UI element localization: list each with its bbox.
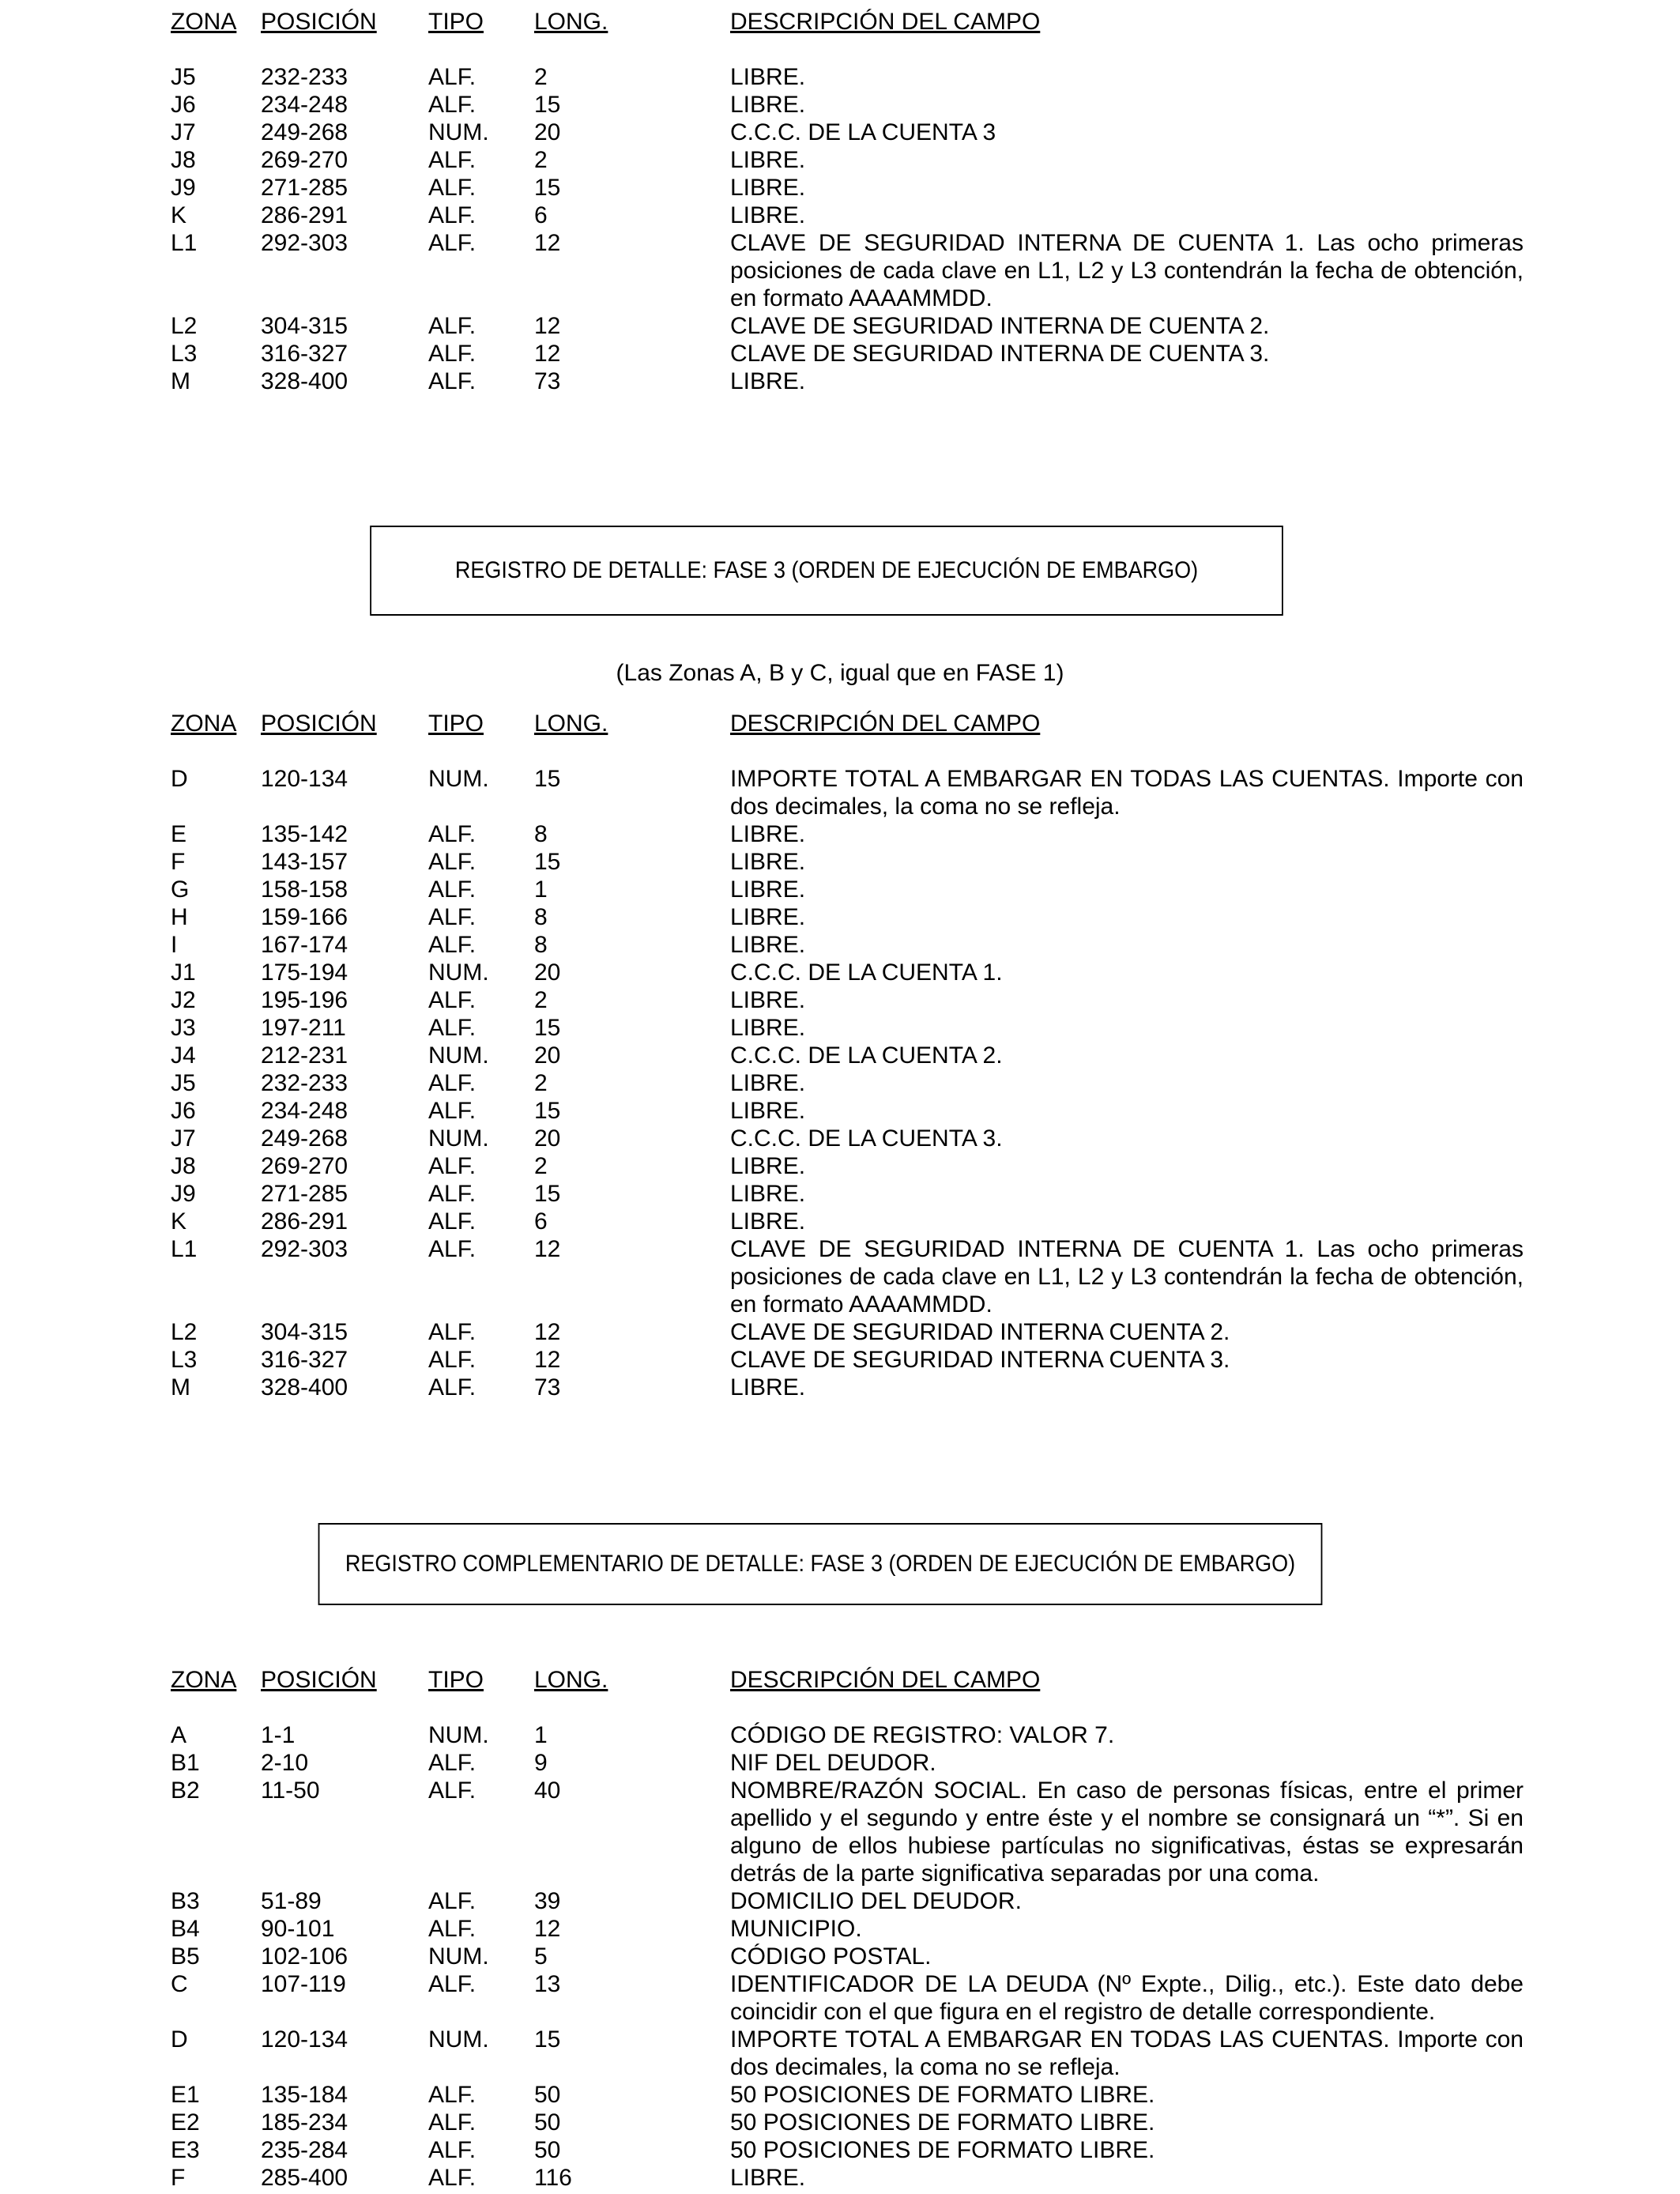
zona-cell: H xyxy=(171,904,188,930)
zona-cell: B4 xyxy=(171,1916,200,1942)
zona-cell: C xyxy=(171,1971,188,1997)
posicion-cell: 286-291 xyxy=(261,202,348,228)
long-cell: 2 xyxy=(534,64,548,90)
zona-cell: D xyxy=(171,2026,188,2053)
zona-cell: J4 xyxy=(171,1042,196,1069)
descripcion-cell: CLAVE DE SEGURIDAD INTERNA DE CUENTA 3. xyxy=(730,341,1270,367)
posicion-cell: 158-158 xyxy=(261,876,348,903)
tipo-cell: ALF. xyxy=(428,147,477,173)
descripcion-cell: C.C.C. DE LA CUENTA 2. xyxy=(730,1042,1003,1069)
field-table-detail xyxy=(171,710,1524,1401)
zona-cell: J7 xyxy=(171,1125,196,1152)
zona-cell: J9 xyxy=(171,175,196,201)
descripcion-cell: CÓDIGO POSTAL. xyxy=(730,1943,932,1970)
tipo-cell: ALF. xyxy=(428,2109,477,2136)
zona-cell: J9 xyxy=(171,1181,196,1207)
tipo-cell: ALF. xyxy=(428,313,477,339)
tipo-cell: ALF. xyxy=(428,92,477,118)
header-zona: ZONA xyxy=(171,9,237,35)
zona-cell: E2 xyxy=(171,2109,200,2136)
table-row xyxy=(171,765,1524,820)
tipo-cell: ALF. xyxy=(428,1888,477,1914)
table-header xyxy=(171,8,1524,36)
descripcion-cell: DOMICILIO DEL DEUDOR. xyxy=(730,1888,1022,1914)
long-cell: 50 xyxy=(534,2109,561,2136)
long-cell: 8 xyxy=(534,904,548,930)
header-zona: ZONA xyxy=(171,1667,237,1693)
tipo-cell: NUM. xyxy=(428,1943,489,1970)
zona-cell: J2 xyxy=(171,987,196,1013)
long-cell: 50 xyxy=(534,2137,561,2163)
zona-cell: B5 xyxy=(171,1943,200,1970)
table-row xyxy=(171,931,1524,959)
descripcion-cell: NIF DEL DEUDOR. xyxy=(730,1750,936,1776)
posicion-cell: 235-284 xyxy=(261,2137,348,2163)
zones-note: (Las Zonas A, B y C, igual que en FASE 1) xyxy=(616,660,1064,686)
table-row xyxy=(171,368,1524,395)
posicion-cell: 271-285 xyxy=(261,1181,348,1207)
tipo-cell: NUM. xyxy=(428,2026,489,2053)
header-posicion: POSICIÓN xyxy=(261,9,377,35)
posicion-cell: 2-10 xyxy=(261,1750,309,1776)
zona-cell: J8 xyxy=(171,147,196,173)
section-title: REGISTRO COMPLEMENTARIO DE DETALLE: FASE 3 (ORDEN DE EJECUCIÓN DE EMBARGO) xyxy=(345,1551,1296,1577)
header-tipo: TIPO xyxy=(428,711,484,737)
descripcion-cell: CÓDIGO DE REGISTRO: VALOR 7. xyxy=(730,1722,1115,1748)
tipo-cell: ALF. xyxy=(428,849,477,875)
posicion-cell: 143-157 xyxy=(261,849,348,875)
posicion-cell: 249-268 xyxy=(261,1125,348,1152)
table-row xyxy=(171,1180,1524,1208)
table-row xyxy=(171,146,1524,174)
table-row xyxy=(171,2026,1524,2081)
tipo-cell: NUM. xyxy=(428,766,489,792)
zona-cell: L1 xyxy=(171,230,198,256)
long-cell: 12 xyxy=(534,230,561,256)
tipo-cell: ALF. xyxy=(428,1916,477,1942)
long-cell: 2 xyxy=(534,147,548,173)
descripcion-cell: 50 POSICIONES DE FORMATO LIBRE. xyxy=(730,2137,1155,2163)
posicion-cell: 292-303 xyxy=(261,1236,348,1262)
long-cell: 12 xyxy=(534,1347,561,1373)
zona-cell: J6 xyxy=(171,92,196,118)
table-row xyxy=(171,340,1524,368)
long-cell: 1 xyxy=(534,876,548,903)
long-cell: 15 xyxy=(534,92,561,118)
table-row xyxy=(171,1235,1524,1318)
descripcion-cell: 50 POSICIONES DE FORMATO LIBRE. xyxy=(730,2082,1155,2108)
section-title-box xyxy=(370,526,1283,616)
posicion-cell: 167-174 xyxy=(261,932,348,958)
table-row xyxy=(171,1042,1524,1069)
zona-cell: L1 xyxy=(171,1236,198,1262)
tipo-cell: ALF. xyxy=(428,1319,477,1345)
zona-cell: B3 xyxy=(171,1888,200,1914)
tipo-cell: ALF. xyxy=(428,1070,477,1096)
header-posicion: POSICIÓN xyxy=(261,1667,377,1693)
posicion-cell: 185-234 xyxy=(261,2109,348,2136)
tipo-cell: ALF. xyxy=(428,64,477,90)
posicion-cell: 328-400 xyxy=(261,1374,348,1400)
section-title: REGISTRO DE DETALLE: FASE 3 (ORDEN DE EJECUCIÓN DE EMBARGO) xyxy=(454,557,1199,583)
descripcion-cell: LIBRE. xyxy=(730,1015,806,1041)
descripcion-cell: LIBRE. xyxy=(730,821,806,847)
descripcion-cell: LIBRE. xyxy=(730,175,806,201)
long-cell: 20 xyxy=(534,1042,561,1069)
table-row xyxy=(171,63,1524,91)
tipo-cell: NUM. xyxy=(428,1042,489,1069)
descripcion-cell: LIBRE. xyxy=(730,1153,806,1179)
tipo-cell: ALF. xyxy=(428,1374,477,1400)
header-descripcion: DESCRIPCIÓN DEL CAMPO xyxy=(730,9,1041,35)
long-cell: 73 xyxy=(534,1374,561,1400)
long-cell: 116 xyxy=(534,2165,572,2191)
table-row xyxy=(171,1318,1524,1346)
section-title-box xyxy=(318,1523,1323,1605)
header-posicion: POSICIÓN xyxy=(261,711,377,737)
descripcion-cell: LIBRE. xyxy=(730,92,806,118)
long-cell: 12 xyxy=(534,1916,561,1942)
long-cell: 15 xyxy=(534,1181,561,1207)
descripcion-cell: LIBRE. xyxy=(730,904,806,930)
descripcion-cell: LIBRE. xyxy=(730,1098,806,1124)
long-cell: 15 xyxy=(534,2026,561,2053)
zona-cell: F xyxy=(171,2165,186,2191)
tipo-cell: NUM. xyxy=(428,119,489,145)
field-table-complementary xyxy=(171,1666,1524,2192)
descripcion-cell: 50 POSICIONES DE FORMATO LIBRE. xyxy=(730,2109,1155,2136)
header-tipo: TIPO xyxy=(428,9,484,35)
posicion-cell: 107-119 xyxy=(261,1971,346,1997)
long-cell: 20 xyxy=(534,1125,561,1152)
tipo-cell: ALF. xyxy=(428,1181,477,1207)
table-row xyxy=(171,1374,1524,1401)
descripcion-cell: LIBRE. xyxy=(730,1181,806,1207)
table-row xyxy=(171,119,1524,146)
descripcion-cell: IMPORTE TOTAL A EMBARGAR EN TODAS LAS CUENTAS. Importe con dos decimales, la coma no se refleja. xyxy=(730,2026,1524,2080)
long-cell: 15 xyxy=(534,175,561,201)
tipo-cell: ALF. xyxy=(428,1015,477,1041)
header-long: LONG. xyxy=(534,9,608,35)
posicion-cell: 285-400 xyxy=(261,2165,348,2191)
posicion-cell: 271-285 xyxy=(261,175,348,201)
tipo-cell: ALF. xyxy=(428,987,477,1013)
posicion-cell: 195-196 xyxy=(261,987,348,1013)
long-cell: 8 xyxy=(534,932,548,958)
zona-cell: M xyxy=(171,368,190,394)
posicion-cell: 159-166 xyxy=(261,904,348,930)
tipo-cell: ALF. xyxy=(428,876,477,903)
zona-cell: G xyxy=(171,876,190,903)
zona-cell: J3 xyxy=(171,1015,196,1041)
long-cell: 13 xyxy=(534,1971,561,1997)
posicion-cell: 175-194 xyxy=(261,959,348,986)
table-row xyxy=(171,229,1524,312)
descripcion-cell: C.C.C. DE LA CUENTA 3. xyxy=(730,1125,1003,1152)
posicion-cell: 269-270 xyxy=(261,1153,348,1179)
posicion-cell: 304-315 xyxy=(261,313,348,339)
table-row xyxy=(171,1014,1524,1042)
table-row xyxy=(171,1069,1524,1097)
tipo-cell: ALF. xyxy=(428,202,477,228)
table-header xyxy=(171,710,1524,737)
zona-cell: J8 xyxy=(171,1153,196,1179)
zona-cell: E xyxy=(171,821,187,847)
zona-cell: K xyxy=(171,202,187,228)
tipo-cell: ALF. xyxy=(428,341,477,367)
tipo-cell: ALF. xyxy=(428,1098,477,1124)
tipo-cell: ALF. xyxy=(428,2082,477,2108)
long-cell: 5 xyxy=(534,1943,548,1970)
descripcion-cell: LIBRE. xyxy=(730,849,806,875)
header-zona: ZONA xyxy=(171,711,237,737)
posicion-cell: 232-233 xyxy=(261,1070,348,1096)
table-row xyxy=(171,959,1524,986)
tipo-cell: ALF. xyxy=(428,821,477,847)
zona-cell: A xyxy=(171,1722,187,1748)
table-row xyxy=(171,91,1524,119)
long-cell: 73 xyxy=(534,368,561,394)
posicion-cell: 51-89 xyxy=(261,1888,322,1914)
table-row xyxy=(171,848,1524,876)
posicion-cell: 269-270 xyxy=(261,147,348,173)
zona-cell: K xyxy=(171,1208,187,1235)
descripcion-cell: LIBRE. xyxy=(730,987,806,1013)
long-cell: 8 xyxy=(534,821,548,847)
table-header xyxy=(171,1666,1524,1694)
zona-cell: L2 xyxy=(171,313,198,339)
zona-cell: J1 xyxy=(171,959,196,986)
long-cell: 12 xyxy=(534,313,561,339)
header-long: LONG. xyxy=(534,711,608,737)
posicion-cell: 197-211 xyxy=(261,1015,346,1041)
long-cell: 12 xyxy=(534,1236,561,1262)
posicion-cell: 11-50 xyxy=(261,1777,320,1804)
posicion-cell: 135-184 xyxy=(261,2082,348,2108)
descripcion-cell: LIBRE. xyxy=(730,202,806,228)
descripcion-cell: NOMBRE/RAZÓN SOCIAL. En caso de personas físicas, entre el primer apellido y el segundo y entre éste y el nombre se consignará un “*”. Si en alguno de ellos hubiese partículas no significativas, éstas se expresarán detrás de la parte significativa separadas por una coma. xyxy=(730,1777,1524,1887)
posicion-cell: 232-233 xyxy=(261,64,348,90)
descripcion-cell: C.C.C. DE LA CUENTA 1. xyxy=(730,959,1003,986)
table-row xyxy=(171,1208,1524,1235)
table-row xyxy=(171,820,1524,848)
posicion-cell: 90-101 xyxy=(261,1916,335,1942)
long-cell: 12 xyxy=(534,341,561,367)
table-row xyxy=(171,1943,1524,1970)
table-row xyxy=(171,2136,1524,2164)
tipo-cell: ALF. xyxy=(428,2165,477,2191)
zona-cell: L2 xyxy=(171,1319,198,1345)
tipo-cell: ALF. xyxy=(428,1153,477,1179)
table-row xyxy=(171,876,1524,903)
tipo-cell: ALF. xyxy=(428,1347,477,1373)
header-tipo: TIPO xyxy=(428,1667,484,1693)
descripcion-cell: CLAVE DE SEGURIDAD INTERNA DE CUENTA 1. Las ocho primeras posiciones de cada clave en L1, L2 y L3 contendrán la fecha de obtención, en formato AAAAMMDD. xyxy=(730,1236,1524,1318)
long-cell: 15 xyxy=(534,1098,561,1124)
long-cell: 50 xyxy=(534,2082,561,2108)
zona-cell: I xyxy=(171,932,178,958)
zona-cell: E3 xyxy=(171,2137,200,2163)
table-row xyxy=(171,1749,1524,1777)
table-row xyxy=(171,1125,1524,1152)
table-row xyxy=(171,986,1524,1014)
zona-cell: J7 xyxy=(171,119,196,145)
descripcion-cell: LIBRE. xyxy=(730,147,806,173)
posicion-cell: 234-248 xyxy=(261,92,348,118)
long-cell: 15 xyxy=(534,766,561,792)
table-row xyxy=(171,1887,1524,1915)
long-cell: 6 xyxy=(534,202,548,228)
tipo-cell: ALF. xyxy=(428,1971,477,1997)
table-row xyxy=(171,1777,1524,1887)
table-row xyxy=(171,1152,1524,1180)
zona-cell: D xyxy=(171,766,188,792)
zona-cell: L3 xyxy=(171,341,198,367)
field-table-continuation xyxy=(171,8,1524,395)
long-cell: 15 xyxy=(534,849,561,875)
table-row xyxy=(171,1097,1524,1125)
tipo-cell: ALF. xyxy=(428,2137,477,2163)
descripcion-cell: CLAVE DE SEGURIDAD INTERNA DE CUENTA 2. xyxy=(730,313,1270,339)
descripcion-cell: LIBRE. xyxy=(730,1070,806,1096)
table-row xyxy=(171,1915,1524,1943)
posicion-cell: 316-327 xyxy=(261,341,348,367)
zona-cell: B1 xyxy=(171,1750,200,1776)
zona-cell: J5 xyxy=(171,64,196,90)
table-row xyxy=(171,2109,1524,2136)
zona-cell: L3 xyxy=(171,1347,198,1373)
table-row xyxy=(171,2164,1524,2192)
posicion-cell: 120-134 xyxy=(261,766,348,792)
table-row xyxy=(171,174,1524,202)
tipo-cell: ALF. xyxy=(428,175,477,201)
descripcion-cell: CLAVE DE SEGURIDAD INTERNA CUENTA 3. xyxy=(730,1347,1230,1373)
descripcion-cell: LIBRE. xyxy=(730,2165,806,2191)
tipo-cell: ALF. xyxy=(428,1208,477,1235)
table-row xyxy=(171,903,1524,931)
table-row xyxy=(171,1721,1524,1749)
long-cell: 2 xyxy=(534,1070,548,1096)
posicion-cell: 135-142 xyxy=(261,821,348,847)
descripcion-cell: C.C.C. DE LA CUENTA 3 xyxy=(730,119,996,145)
tipo-cell: NUM. xyxy=(428,1125,489,1152)
long-cell: 39 xyxy=(534,1888,561,1914)
header-long: LONG. xyxy=(534,1667,608,1693)
long-cell: 2 xyxy=(534,987,548,1013)
table-row xyxy=(171,1970,1524,2026)
posicion-cell: 292-303 xyxy=(261,230,348,256)
long-cell: 2 xyxy=(534,1153,548,1179)
descripcion-cell: IDENTIFICADOR DE LA DEUDA (Nº Expte., Dilig., etc.). Este dato debe coincidir con el que figura en el registro de detalle correspondiente. xyxy=(730,1971,1524,2025)
tipo-cell: NUM. xyxy=(428,1722,489,1748)
long-cell: 9 xyxy=(534,1750,548,1776)
posicion-cell: 316-327 xyxy=(261,1347,348,1373)
zona-cell: F xyxy=(171,849,186,875)
descripcion-cell: LIBRE. xyxy=(730,932,806,958)
tipo-cell: ALF. xyxy=(428,1236,477,1262)
tipo-cell: ALF. xyxy=(428,932,477,958)
table-row xyxy=(171,2081,1524,2109)
descripcion-cell: LIBRE. xyxy=(730,1208,806,1235)
tipo-cell: NUM. xyxy=(428,959,489,986)
tipo-cell: ALF. xyxy=(428,230,477,256)
tipo-cell: ALF. xyxy=(428,368,477,394)
descripcion-cell: CLAVE DE SEGURIDAD INTERNA DE CUENTA 1. Las ocho primeras posiciones de cada clave en L1, L2 y L3 contendrán la fecha de obtención, en formato AAAAMMDD. xyxy=(730,230,1524,311)
descripcion-cell: LIBRE. xyxy=(730,368,806,394)
posicion-cell: 304-315 xyxy=(261,1319,348,1345)
header-descripcion: DESCRIPCIÓN DEL CAMPO xyxy=(730,1667,1041,1693)
zona-cell: J6 xyxy=(171,1098,196,1124)
tipo-cell: ALF. xyxy=(428,904,477,930)
long-cell: 1 xyxy=(534,1722,548,1748)
tipo-cell: ALF. xyxy=(428,1777,477,1804)
zona-cell: E1 xyxy=(171,2082,200,2108)
header-descripcion: DESCRIPCIÓN DEL CAMPO xyxy=(730,711,1041,737)
long-cell: 20 xyxy=(534,119,561,145)
posicion-cell: 286-291 xyxy=(261,1208,348,1235)
long-cell: 40 xyxy=(534,1777,561,1804)
posicion-cell: 1-1 xyxy=(261,1722,296,1748)
posicion-cell: 120-134 xyxy=(261,2026,348,2053)
zona-cell: M xyxy=(171,1374,190,1400)
posicion-cell: 249-268 xyxy=(261,119,348,145)
zona-cell: J5 xyxy=(171,1070,196,1096)
descripcion-cell: IMPORTE TOTAL A EMBARGAR EN TODAS LAS CUENTAS. Importe con dos decimales, la coma no se refleja. xyxy=(730,766,1524,820)
table-row xyxy=(171,1346,1524,1374)
long-cell: 15 xyxy=(534,1015,561,1041)
descripcion-cell: LIBRE. xyxy=(730,64,806,90)
descripcion-cell: CLAVE DE SEGURIDAD INTERNA CUENTA 2. xyxy=(730,1319,1230,1345)
descripcion-cell: MUNICIPIO. xyxy=(730,1916,862,1942)
posicion-cell: 102-106 xyxy=(261,1943,348,1970)
posicion-cell: 328-400 xyxy=(261,368,348,394)
posicion-cell: 212-231 xyxy=(261,1042,348,1069)
posicion-cell: 234-248 xyxy=(261,1098,348,1124)
descripcion-cell: LIBRE. xyxy=(730,876,806,903)
table-row xyxy=(171,202,1524,229)
tipo-cell: ALF. xyxy=(428,1750,477,1776)
long-cell: 12 xyxy=(534,1319,561,1345)
zona-cell: B2 xyxy=(171,1777,200,1804)
descripcion-cell: LIBRE. xyxy=(730,1374,806,1400)
table-row xyxy=(171,312,1524,340)
long-cell: 20 xyxy=(534,959,561,986)
long-cell: 6 xyxy=(534,1208,548,1235)
